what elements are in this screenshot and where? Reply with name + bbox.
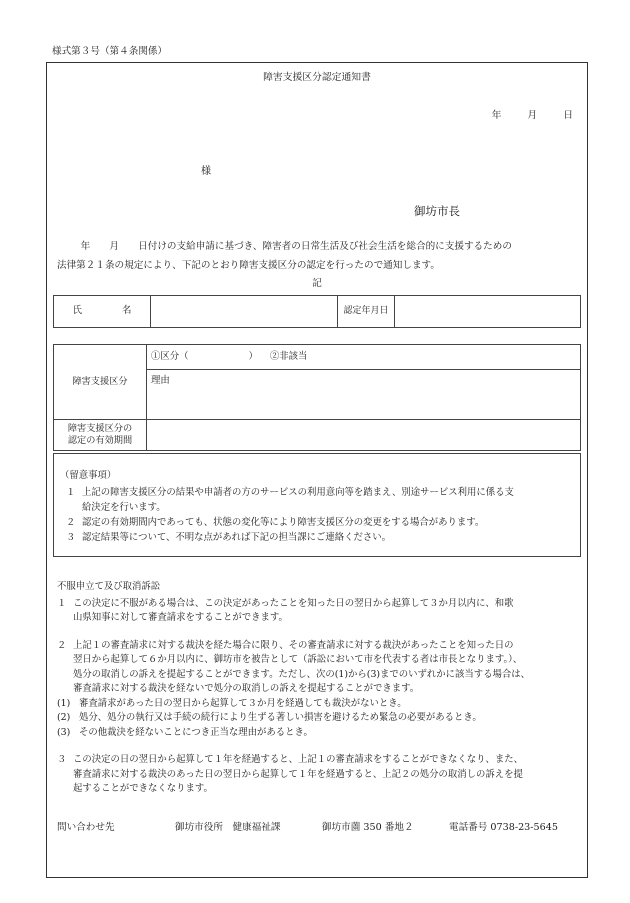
notes-item — [66, 515, 570, 530]
issuer-name: 御坊市長 — [414, 204, 460, 218]
contact-line — [57, 822, 558, 835]
appeal-sub-number: (1) — [57, 697, 71, 709]
contact-label: 問い合わせ先 — [57, 822, 115, 833]
name-label-2: 名 — [122, 305, 132, 317]
appeal-text-cont: 審査請求に対する裁決を経ないで処分の取消しの訴えを提起することができます。 — [73, 683, 420, 694]
kubun-option-1-open: ①区分（ — [151, 350, 189, 362]
document-title: 障害支援区分認定通知書 — [263, 72, 371, 83]
intro-line-1: 年 月 日付けの支給申請に基づき、障害者の日常生活及び社会生活を総合的に支援するための — [71, 241, 512, 252]
appeal-sub-text: 審査請求があった日の翌日から起算して３か月を経過しても裁決がないとき。 — [79, 697, 407, 709]
name-value — [151, 296, 338, 328]
kubun-options — [147, 345, 581, 370]
appeal-section — [57, 580, 579, 797]
validity-period-value — [147, 420, 581, 451]
notes-item-text: 認定の有効期間内であっても、状態の変化等により障害支援区分の変更をする場合があります。 — [82, 517, 485, 528]
kubun-label: 障害支援区分 — [54, 345, 147, 420]
notes-item-number: ２ — [66, 517, 76, 528]
intro-paragraph — [57, 237, 577, 275]
appeal-sub-item — [57, 726, 579, 741]
notes-list — [66, 485, 570, 545]
document-frame — [46, 62, 588, 878]
appeal-text-cont: 山県知事に対して審査請求をすることができます。 — [73, 612, 288, 623]
kubun-option-1-close: ） — [248, 350, 258, 362]
contact-office: 御坊市役所 健康福祉課 — [175, 822, 281, 833]
appeal-sub-item — [57, 697, 579, 712]
appeal-text-cont: 処分の取消しの訴えを提起することができます。ただし、次の(1)から(3)までのいずれかに該当する場合は、 — [73, 668, 531, 680]
date-month: 月 — [527, 110, 538, 121]
date-day: 日 — [563, 110, 573, 121]
ki-heading: 記 — [312, 278, 322, 289]
appeal-paragraph-3 — [57, 753, 579, 797]
form-number-label: 様式第３号（第４条関係） — [52, 46, 168, 57]
issue-date — [466, 109, 573, 122]
appeal-sub-number: (2) — [57, 712, 71, 723]
notes-item-text: 上記の障害支援区分の結果や申請者の方のサービスの利用意向等を踏まえ、別途サービス利用に係る支 — [82, 487, 514, 498]
contact-address: 御坊市薗 350 番地２ — [322, 822, 414, 833]
notes-item-number: ３ — [66, 532, 76, 543]
appeal-sub-item — [57, 711, 579, 726]
name-label-1: 氏 — [72, 305, 82, 317]
appeal-paragraph-number: １ — [57, 597, 67, 609]
appeal-sub-text: 処分、処分の執行又は手続の続行により生ずる著しい損害を避けるため緊急の必要があるとき。 — [79, 712, 482, 723]
intro-line-2: 法律第２１条の規定により、下記のとおり障害支援区分の認定を行ったので通知します。 — [57, 260, 440, 271]
appeal-text-cont: 審査請求に対する裁決のあった日の翌日から起算して１年を経過すると、上記２の処分の取消しの訴えを提 — [73, 768, 523, 780]
notes-item-text: 認定結果等について、不明な点があれば下記の担当課にご連絡ください。 — [82, 532, 392, 543]
validity-period-label-2: 認定の有効期間 — [67, 435, 133, 446]
kubun-table — [53, 344, 581, 451]
appeal-text: この決定に不服がある場合は、この決定があったことを知った日の翌日から起算して３か月以内に、和歌 — [73, 597, 514, 609]
appeal-text-cont: 翌日から起算して６か月以内に、御坊市を被告として（訴訟において市を代表する者は市長となります。）、 — [73, 654, 523, 665]
name-table — [53, 295, 581, 328]
notes-item — [66, 530, 570, 545]
addressee-suffix: 様 — [201, 166, 211, 177]
appeal-text-cont: 起することができなくなります。 — [73, 783, 213, 794]
appeal-title: 不服申立て及び取消訴訟 — [57, 581, 161, 592]
certification-date-value — [395, 296, 581, 328]
validity-period-label — [54, 420, 147, 451]
kubun-option-2: ②非該当 — [269, 350, 308, 362]
contact-phone: 電話番号 0738-23-5645 — [449, 822, 558, 833]
notes-title: （留意事項） — [60, 470, 117, 481]
date-year: 年 — [491, 110, 502, 121]
appeal-text: 上記１の審査請求に対する裁決を経た場合に限り、その審査請求に対する裁決があったことを知った日の — [73, 639, 514, 651]
notes-box — [53, 453, 581, 557]
validity-period-label-1: 障害支援区分の — [67, 422, 133, 434]
appeal-paragraph-1 — [57, 597, 579, 626]
appeal-paragraph-number: ３ — [57, 754, 67, 765]
name-label — [54, 296, 151, 328]
appeal-sub-number: (3) — [57, 726, 71, 738]
certification-date-label: 認定年月日 — [338, 296, 395, 328]
appeal-paragraph-number: ２ — [57, 639, 67, 651]
appeal-sub-text: その他裁決を経ないことにつき正当な理由があるとき。 — [79, 726, 313, 738]
appeal-paragraph-2 — [57, 639, 579, 697]
notes-item — [66, 485, 570, 515]
notes-item-number: １ — [66, 487, 76, 498]
appeal-text: この決定の日の翌日から起算して１年を経過すると、上記１の審査請求をすることができなくなり、また、 — [73, 754, 524, 765]
kubun-reason: 理由 — [147, 370, 581, 420]
notes-item-text-cont: 給決定を行います。 — [82, 502, 166, 513]
